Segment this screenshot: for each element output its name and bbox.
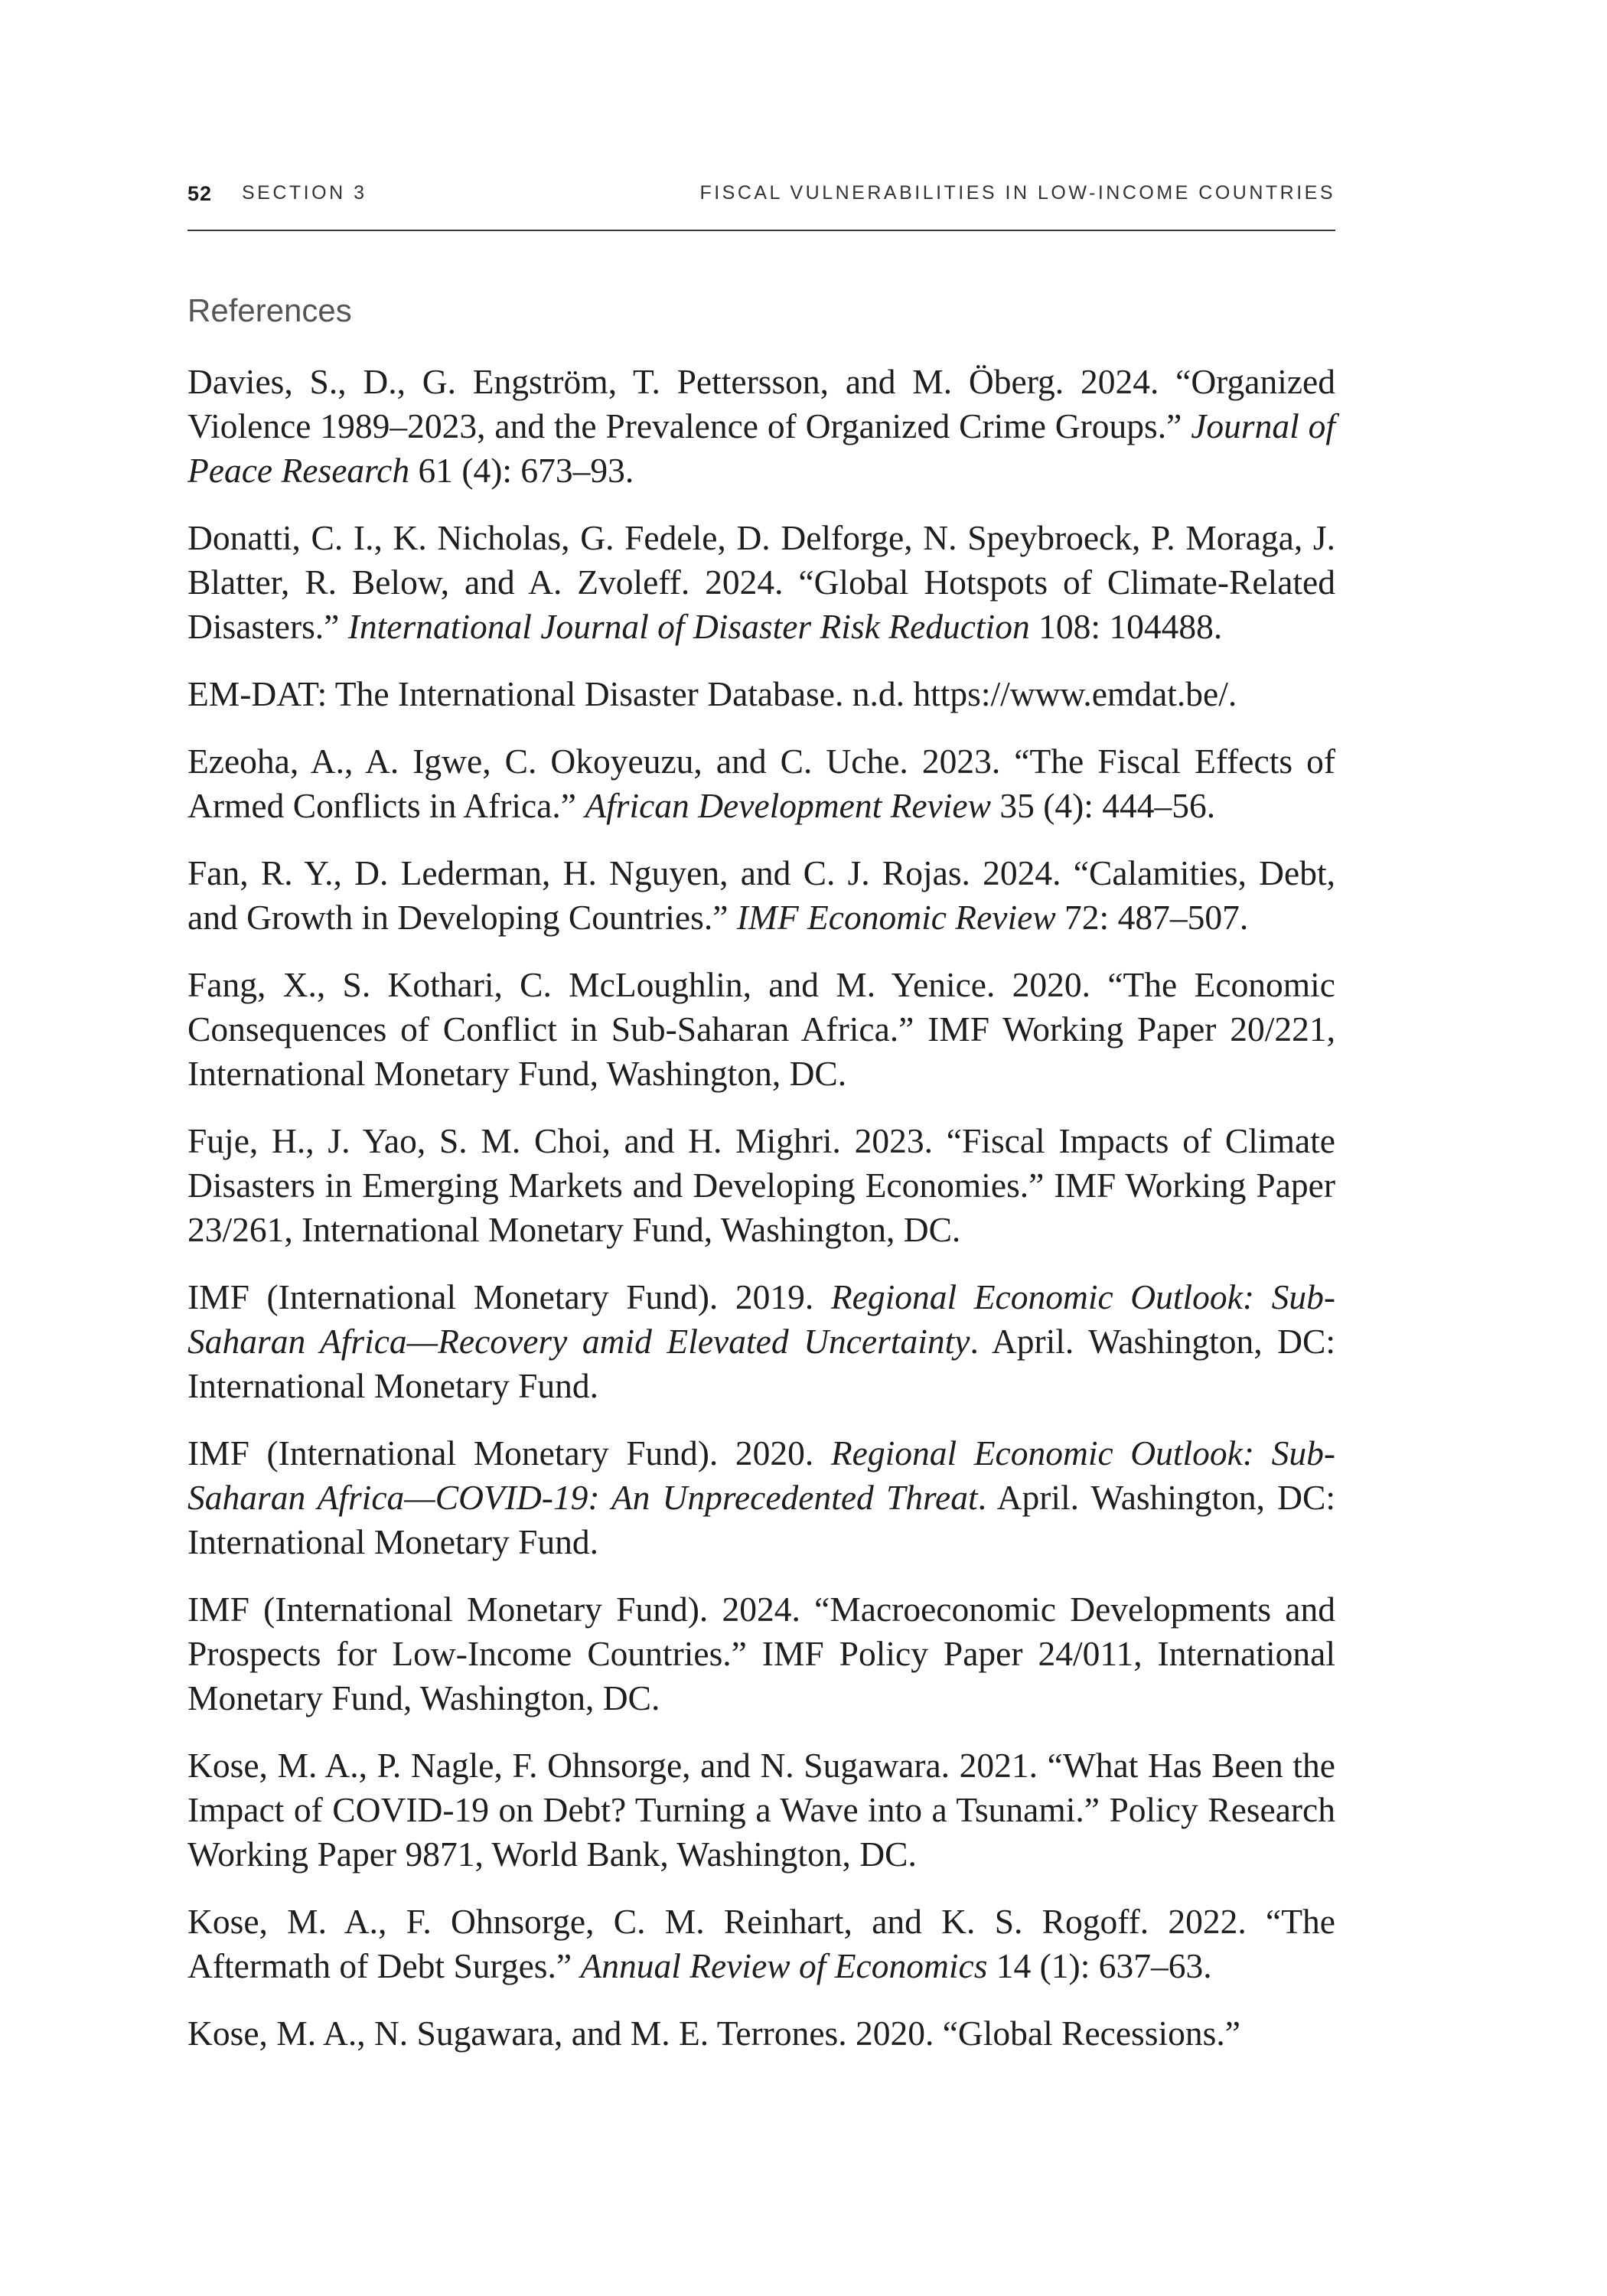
reference-entry: IMF (International Monetary Fund). 2020. Regional Economic Outlook: Sub-Saharan Africa—COVID-19: An Unprecedented Threat. April. Washington, DC: International Monetary Fund. xyxy=(187,1433,1336,1561)
section-label: SECTION 3 xyxy=(242,182,367,204)
references-heading: References xyxy=(187,292,352,328)
reference-entry: EM-DAT: The International Disaster Database. n.d. https://www.emdat.be/. xyxy=(187,674,1237,713)
reference-entry: Donatti, C. I., K. Nicholas, G. Fedele, D. Delforge, N. Speybroeck, P. Moraga, J. Blatter, R. Below, and A. Zvoleff. 2024. “Global Hotspots of Climate-Related Disasters.” International Journal of Disaster Risk Reduction 108: 104488. xyxy=(187,518,1335,646)
running-head xyxy=(187,182,1335,210)
running-title: FISCAL VULNERABILITIES IN LOW-INCOME COUNTRIES xyxy=(699,182,1335,204)
reference-entry: Kose, M. A., F. Ohnsorge, C. M. Reinhart, and K. S. Rogoff. 2022. “The Aftermath of Debt Surges.” Annual Review of Economics 14 (1): 637–63. xyxy=(187,1902,1335,1985)
reference-entry: IMF (International Monetary Fund). 2019. Regional Economic Outlook: Sub-Saharan Africa—Recovery amid Elevated Uncertainty. April. Washington, DC: International Monetary Fund. xyxy=(187,1277,1336,1405)
reference-entry: Ezeoha, A., A. Igwe, C. Okoyeuzu, and C. Uche. 2023. “The Fiscal Effects of Armed Conflicts in Africa.” African Development Review 35 (4): 444–56. xyxy=(187,742,1335,825)
reference-entry: Fang, X., S. Kothari, C. McLoughlin, and M. Yenice. 2020. “The Economic Consequences of Conflict in Sub-Saharan Africa.” IMF Working Paper 20/221, International Monetary Fund, Washington, DC. xyxy=(187,965,1335,1093)
header-rule xyxy=(187,230,1335,231)
reference-entry: Fan, R. Y., D. Lederman, H. Nguyen, and C. J. Rojas. 2024. “Calamities, Debt, and Growth in Developing Countries.” IMF Economic Review 72: 487–507. xyxy=(187,853,1335,937)
reference-entry: Fuje, H., J. Yao, S. M. Choi, and H. Mighri. 2023. “Fiscal Impacts of Climate Disasters in Emerging Markets and Developing Economies.” IMF Working Paper 23/261, International Monetary Fund, Washington, DC. xyxy=(187,1121,1335,1249)
reference-list xyxy=(187,360,1335,2056)
reference-entry: IMF (International Monetary Fund). 2024. “Macroeconomic Developments and Prospects for Low-Income Countries.” IMF Policy Paper 24/011, International Monetary Fund, Washington, DC. xyxy=(187,1590,1335,1717)
reference-entry: Kose, M. A., N. Sugawara, and M. E. Terrones. 2020. “Global Recessions.” xyxy=(187,2014,1240,2053)
reference-entry: Davies, S., D., G. Engström, T. Pettersson, and M. Öberg. 2024. “Organized Violence 1989–2023, and the Prevalence of Organized Crime Groups.” Journal of Peace Research 61 (4): 673–93. xyxy=(187,362,1335,490)
reference-entry: Kose, M. A., P. Nagle, F. Ohnsorge, and N. Sugawara. 2021. “What Has Been the Impact of COVID-19 on Debt? Turning a Wave into a Tsunami.” Policy Research Working Paper 9871, World Bank, Washington, DC. xyxy=(187,1746,1335,1874)
page-number: 52 xyxy=(187,182,213,205)
